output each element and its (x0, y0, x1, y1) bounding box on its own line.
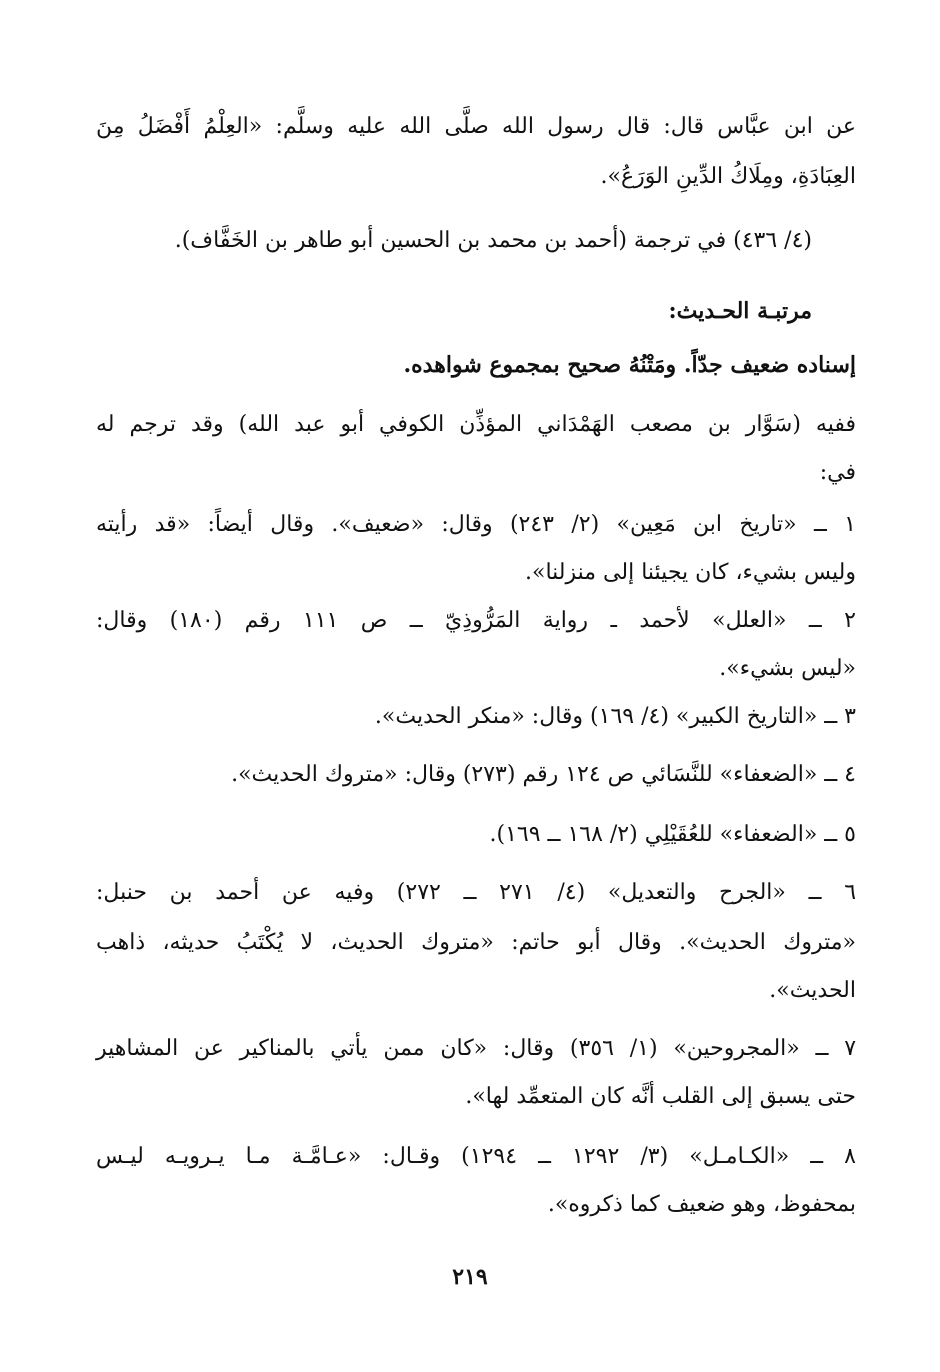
hadith-line-2: العِبَادَةِ، ومِلَاكُ الدِّينِ الوَرَعُ». (600, 164, 856, 189)
source-6-line-1: ٦ ــ «الجرح والتعديل» (٤/ ٢٧١ ــ ٢٧٢) وفيه عن أحمد بن حنبل: (96, 880, 857, 905)
source-1-line-2: وليس بشيء، كان يجيئنا إلى منزلنا». (525, 560, 856, 585)
source-1-line-1: ١ ــ «تاريخ ابن مَعِين» (٢/ ٢٤٣) وقال: «ضعيف». وقال أيضاً: «قد رأيته (96, 512, 856, 537)
book-page (96, 0, 856, 1372)
rank-heading: مرتبـة الحـديث: (668, 298, 812, 324)
source-6-line-3: الحديث». (769, 978, 856, 1003)
rank-verdict: إسناده ضعيف جدّاً. ومَتْنُهُ صحيح بمجموع شواهده. (403, 352, 856, 378)
source-5-line-1: ٥ ــ «الضعفاء» للعُقَيْلِي (٢/ ١٦٨ ــ ١٦٩). (489, 822, 856, 847)
source-8-line-1: ٨ ــ «الكـامـل» (٣/ ١٢٩٢ ــ ١٢٩٤) وقـال: «عـامَّـة مـا يـرويـه ليـس (96, 1144, 856, 1169)
page-number: ٢١٩ (452, 1264, 488, 1290)
hadith-line-1: عن ابن عبَّاس قال: قال رسول الله صلَّى الله عليه وسلَّم: «العِلْمُ أَفْضَلُ مِنَ (96, 114, 856, 139)
source-8-line-2: بمحفوظ، وهو ضعيف كما ذكروه». (547, 1192, 856, 1217)
source-4-line-1: ٤ ــ «الضعفاء» للنَّسَائي ص ١٢٤ رقم (٢٧٣) وقال: «متروك الحديث». (231, 762, 856, 787)
source-2-line-2: «ليس بشيء». (719, 656, 856, 681)
source-6-line-2: «متروك الحديث». وقال أبو حاتم: «متروك الحديث، لا يُكْتَبُ حديثه، ذاهب (96, 930, 856, 955)
source-7-line-1: ٧ ــ «المجروحين» (١/ ٣٥٦) وقال: «كان ممن يأتي بالمناكير عن المشاهير (96, 1036, 857, 1061)
source-7-line-2: حتى يسبق إلى القلب أنَّه كان المتعمِّد لها». (465, 1084, 856, 1109)
narrator-line-2: في: (819, 460, 856, 485)
narrator-line-1: ففيه (سَوَّار بن مصعب الهَمْدَاني المؤذِّن الكوفي أبو عبد الله) وقد ترجم له (96, 412, 856, 437)
hadith-reference: (٤/ ٤٣٦) في ترجمة (أحمد بن محمد بن الحسين أبو طاهر بن الخَفَّاف). (174, 228, 812, 253)
source-3-line-1: ٣ ــ «التاريخ الكبير» (٤/ ١٦٩) وقال: «منكر الحديث». (374, 704, 856, 729)
source-2-line-1: ٢ ــ «العلل» لأحمد ـ رواية المَرُّوذِيّ ــ ص ١١١ رقم (١٨٠) وقال: (96, 608, 856, 633)
